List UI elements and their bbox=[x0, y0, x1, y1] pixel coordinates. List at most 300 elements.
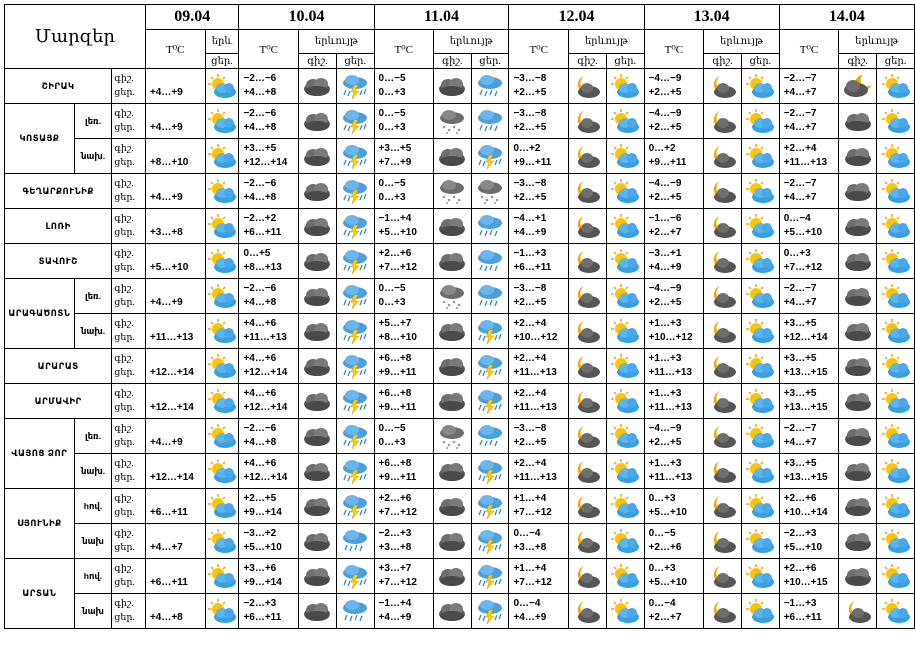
weather-icon-cell bbox=[569, 559, 607, 594]
thunderstorm-icon bbox=[337, 73, 374, 99]
night-temp: −1…+4 bbox=[378, 598, 412, 609]
night-temp: 0…−5 bbox=[648, 528, 676, 539]
temperature-cell bbox=[145, 454, 205, 489]
cloud-icon bbox=[839, 458, 876, 484]
night-temp: −1…+3 bbox=[513, 248, 547, 259]
night-temp: +3…+5 bbox=[783, 388, 817, 399]
day-label: ցեր. bbox=[114, 473, 135, 483]
weather-icon-cell bbox=[704, 104, 742, 139]
sun-cloud-icon bbox=[742, 493, 779, 519]
sun-cloud-icon bbox=[206, 283, 239, 309]
temperature-cell bbox=[779, 69, 839, 104]
weather-icon-cell bbox=[299, 419, 337, 454]
night-temp: −4…−9 bbox=[648, 283, 682, 294]
temperature-cell bbox=[145, 104, 205, 139]
sun-cloud-icon bbox=[607, 318, 644, 344]
weather-icon-cell bbox=[205, 524, 239, 559]
sun-cloud-icon bbox=[877, 283, 914, 309]
sun-cloud-icon bbox=[742, 213, 779, 239]
temperature-cell bbox=[145, 314, 205, 349]
cloud-icon bbox=[299, 423, 336, 449]
subregion-label: նախ. bbox=[74, 314, 112, 349]
sun-cloud-icon bbox=[206, 248, 239, 274]
weather-icon-cell bbox=[336, 594, 374, 629]
day-label: ցեր. bbox=[114, 228, 135, 238]
temperature-cell bbox=[644, 314, 704, 349]
weather-icon-cell bbox=[299, 69, 337, 104]
night-temp: 0…+2 bbox=[513, 143, 541, 154]
temperature-cell bbox=[644, 279, 704, 314]
weather-icon-cell bbox=[471, 314, 509, 349]
night-label: գիշ. bbox=[114, 74, 134, 84]
weather-icon-cell bbox=[205, 104, 239, 139]
temperature-cell bbox=[644, 559, 704, 594]
cloud-icon bbox=[299, 493, 336, 519]
thunderstorm-icon bbox=[472, 388, 509, 414]
temperature-cell bbox=[239, 69, 299, 104]
day-temp: +2…+5 bbox=[648, 437, 682, 448]
cloud-icon bbox=[299, 458, 336, 484]
day-temp: +4…+7 bbox=[783, 297, 817, 308]
day-temp: 0…+3 bbox=[378, 122, 406, 133]
night-temp: 0…−5 bbox=[378, 283, 406, 294]
night-temp bbox=[150, 387, 205, 401]
sun-cloud-icon bbox=[742, 143, 779, 169]
sun-cloud-icon bbox=[206, 143, 239, 169]
day-label: ցեր. bbox=[114, 438, 135, 448]
temperature-cell bbox=[779, 419, 839, 454]
moon-cloud-icon bbox=[569, 283, 606, 309]
subregion-label: նախ. bbox=[74, 454, 112, 489]
day-temp: +4…+9 bbox=[378, 612, 412, 623]
day-temp: +4…+9 bbox=[149, 437, 183, 448]
weather-icon-cell bbox=[741, 454, 779, 489]
weather-icon-cell bbox=[606, 489, 644, 524]
sun-cloud-icon bbox=[742, 318, 779, 344]
temperature-cell bbox=[509, 139, 569, 174]
weather-icon-cell bbox=[877, 489, 915, 524]
temperature-cell bbox=[145, 594, 205, 629]
cloud-icon bbox=[299, 388, 336, 414]
night-temp: +3…+7 bbox=[378, 563, 412, 574]
cloud-icon bbox=[299, 353, 336, 379]
day-temp: +2…+7 bbox=[648, 227, 682, 238]
cloud-icon bbox=[434, 143, 471, 169]
temperature-cell bbox=[374, 594, 433, 629]
night-temp bbox=[150, 72, 205, 86]
day-temp: +11…+13 bbox=[513, 367, 557, 378]
moon-cloud-icon bbox=[704, 318, 741, 344]
day-temp: +3…+8 bbox=[149, 227, 183, 238]
night-temp: +1…+4 bbox=[513, 563, 547, 574]
sun-cloud-icon bbox=[877, 73, 914, 99]
moon-cloud-icon bbox=[704, 563, 741, 589]
temperature-cell bbox=[374, 524, 433, 559]
date-header-12.04: 12.04 bbox=[509, 5, 644, 30]
weather-icon-cell bbox=[877, 524, 915, 559]
region-row bbox=[5, 524, 915, 559]
night-label: գիշ. bbox=[114, 494, 134, 504]
moon-cloud-icon bbox=[569, 248, 606, 274]
temperature-cell bbox=[145, 384, 205, 419]
night-temp bbox=[150, 142, 205, 156]
sun-cloud-icon bbox=[877, 213, 914, 239]
cloud-icon bbox=[434, 73, 471, 99]
day-temp: +12…+14 bbox=[783, 332, 828, 343]
night-temp: −3…+2 bbox=[243, 528, 277, 539]
cloud-icon bbox=[839, 388, 876, 414]
night-day-label bbox=[112, 559, 146, 594]
temperature-cell bbox=[779, 314, 839, 349]
cloud-icon bbox=[299, 283, 336, 309]
temperature-cell bbox=[239, 489, 299, 524]
sun-cloud-icon bbox=[742, 178, 779, 204]
cloud-icon bbox=[434, 458, 471, 484]
sun-cloud-icon bbox=[742, 563, 779, 589]
sun-cloud-icon bbox=[607, 143, 644, 169]
night-temp: 0…+3 bbox=[648, 563, 676, 574]
day-temp: +10…+12 bbox=[513, 332, 558, 343]
weather-icon-cell bbox=[877, 279, 915, 314]
weather-icon-cell bbox=[336, 314, 374, 349]
weather-icon-cell bbox=[299, 559, 337, 594]
night-day-label bbox=[112, 314, 146, 349]
temperature-cell bbox=[145, 69, 205, 104]
day-label: ցեր. bbox=[114, 613, 135, 623]
night-temp: +3…+5 bbox=[783, 318, 817, 329]
day-temp: +7…+9 bbox=[378, 157, 412, 168]
weather-icon-cell bbox=[433, 594, 471, 629]
weather-icon-cell bbox=[839, 174, 877, 209]
thunderstorm-icon bbox=[337, 283, 374, 309]
rain-icon bbox=[472, 248, 509, 274]
weather-icon-cell bbox=[606, 349, 644, 384]
moon-cloud-icon bbox=[569, 73, 606, 99]
region-name: ԼՈՌԻ bbox=[5, 209, 112, 244]
night-temp bbox=[150, 597, 205, 611]
weather-icon-cell bbox=[569, 594, 607, 629]
weather-icon-cell bbox=[471, 139, 509, 174]
temperature-cell bbox=[779, 139, 839, 174]
weather-icon-cell bbox=[336, 559, 374, 594]
day-temp: +2…+5 bbox=[648, 87, 682, 98]
night-temp bbox=[150, 107, 205, 121]
night-temp: +1…+3 bbox=[648, 388, 682, 399]
weather-icon-cell bbox=[606, 314, 644, 349]
weather-icon-cell bbox=[606, 279, 644, 314]
sun-cloud-icon bbox=[607, 353, 644, 379]
forecast-table-wrapper bbox=[4, 4, 915, 629]
cloud-icon bbox=[839, 213, 876, 239]
day-temp: +9…+11 bbox=[648, 157, 687, 168]
weather-icon-cell bbox=[606, 559, 644, 594]
day-temp: +2…+5 bbox=[513, 122, 547, 133]
temperature-cell bbox=[239, 524, 299, 559]
sun-cloud-icon bbox=[607, 423, 644, 449]
sun-cloud-icon bbox=[206, 318, 239, 344]
moon-cloud-icon bbox=[569, 458, 606, 484]
weather-icon-cell bbox=[839, 419, 877, 454]
night-temp: 0…−4 bbox=[513, 598, 541, 609]
temperature-cell bbox=[374, 454, 433, 489]
day-temp: +10…+14 bbox=[783, 507, 828, 518]
day-temp: +2…+5 bbox=[513, 437, 547, 448]
thunderstorm-icon bbox=[337, 248, 374, 274]
weather-icon-cell bbox=[569, 489, 607, 524]
weather-icon-cell bbox=[433, 489, 471, 524]
temperature-cell bbox=[779, 244, 839, 279]
day-temp: +5…+10 bbox=[783, 227, 823, 238]
rain-icon bbox=[472, 283, 509, 309]
day-temp: +4…+9 bbox=[513, 612, 547, 623]
subregion-label: նախ bbox=[74, 524, 112, 559]
cloud-icon bbox=[434, 213, 471, 239]
temperature-cell bbox=[644, 209, 704, 244]
sun-cloud-icon bbox=[877, 318, 914, 344]
weather-icon-cell bbox=[839, 524, 877, 559]
moon-cloud-icon bbox=[704, 73, 741, 99]
day-temp: +2…+5 bbox=[513, 87, 547, 98]
night-temp: 0…−5 bbox=[378, 178, 406, 189]
sun-cloud-icon bbox=[206, 73, 239, 99]
temperature-cell bbox=[145, 174, 205, 209]
weather-icon-cell bbox=[299, 349, 337, 384]
region-row bbox=[5, 559, 915, 594]
temperature-cell bbox=[239, 314, 299, 349]
night-temp: +3…+5 bbox=[243, 143, 277, 154]
weather-icon-cell bbox=[704, 314, 742, 349]
night-day-label bbox=[112, 139, 146, 174]
weather-icon-cell bbox=[704, 244, 742, 279]
day-temp: +4…+7 bbox=[149, 542, 183, 553]
night-temp: 0…+5 bbox=[243, 248, 271, 259]
moon-cloud-icon bbox=[704, 388, 741, 414]
night-label: գիշ. bbox=[114, 424, 134, 434]
sun-cloud-icon bbox=[607, 528, 644, 554]
weather-icon-cell bbox=[471, 244, 509, 279]
thunderstorm-icon bbox=[472, 318, 509, 344]
day-temp: +8…+13 bbox=[243, 262, 282, 273]
region-name: ԱՐՄԱՎԻՐ bbox=[5, 384, 112, 419]
weather-icon-cell bbox=[704, 279, 742, 314]
day-label: ցեր. bbox=[114, 368, 135, 378]
snow-cloud-icon bbox=[434, 423, 471, 449]
day-temp: +7…+12 bbox=[783, 262, 823, 273]
night-temp bbox=[150, 352, 205, 366]
weather-icon-cell bbox=[839, 559, 877, 594]
night-label: գիշ. bbox=[114, 529, 134, 539]
temperature-cell bbox=[779, 174, 839, 209]
weather-icon-cell bbox=[569, 314, 607, 349]
sun-cloud-icon bbox=[742, 73, 779, 99]
weather-icon-cell bbox=[205, 559, 239, 594]
cloud-icon bbox=[434, 388, 471, 414]
weather-icon-cell bbox=[839, 69, 877, 104]
night-temp: +2…+4 bbox=[513, 353, 547, 364]
day-temp: +4…+9 bbox=[648, 262, 682, 273]
temperature-cell bbox=[779, 104, 839, 139]
weather-icon-cell bbox=[205, 489, 239, 524]
day-label: ցեր. bbox=[114, 263, 135, 273]
night-label: գիշ. bbox=[114, 214, 134, 224]
sun-cloud-icon bbox=[206, 458, 239, 484]
sun-cloud-icon bbox=[877, 423, 914, 449]
day-temp: +8…+10 bbox=[149, 157, 189, 168]
weather-icon-cell bbox=[471, 279, 509, 314]
temperature-cell bbox=[145, 209, 205, 244]
moon-cloud-icon bbox=[839, 73, 876, 99]
day-temp: +4…+7 bbox=[783, 192, 817, 203]
weather-icon-cell bbox=[606, 384, 644, 419]
night-col-header: գիշ. bbox=[299, 54, 337, 69]
sun-cloud-icon bbox=[206, 388, 239, 414]
moon-cloud-icon bbox=[569, 493, 606, 519]
moon-cloud-icon bbox=[704, 493, 741, 519]
day-temp: 0…+3 bbox=[378, 192, 406, 203]
weather-icon-cell bbox=[839, 314, 877, 349]
weather-icon-cell bbox=[336, 454, 374, 489]
weather-icon-cell bbox=[877, 69, 915, 104]
temperature-cell bbox=[509, 69, 569, 104]
sun-cloud-icon bbox=[742, 108, 779, 134]
weather-icon-cell bbox=[704, 524, 742, 559]
night-day-label bbox=[112, 69, 146, 104]
thunderstorm-icon bbox=[472, 528, 509, 554]
weather-icon-cell bbox=[606, 419, 644, 454]
temperature-cell bbox=[509, 349, 569, 384]
temperature-cell bbox=[509, 314, 569, 349]
cloud-icon bbox=[434, 318, 471, 344]
day-temp: +9…+11 bbox=[513, 157, 552, 168]
night-label: գիշ. bbox=[114, 599, 134, 609]
weather-icon-cell bbox=[704, 594, 742, 629]
night-temp: +3…+5 bbox=[783, 458, 817, 469]
night-temp: −1…−6 bbox=[648, 213, 682, 224]
weather-icon-cell bbox=[336, 174, 374, 209]
temperature-cell bbox=[374, 314, 433, 349]
weather-icon-cell bbox=[336, 209, 374, 244]
weather-icon-cell bbox=[569, 139, 607, 174]
night-temp: +2…+4 bbox=[513, 318, 547, 329]
sun-cloud-icon bbox=[742, 248, 779, 274]
cloud-icon bbox=[299, 213, 336, 239]
night-temp: +2…+6 bbox=[378, 248, 412, 259]
weather-icon-cell bbox=[205, 594, 239, 629]
weather-icon-cell bbox=[741, 524, 779, 559]
sun-cloud-icon bbox=[607, 388, 644, 414]
temperature-cell bbox=[779, 524, 839, 559]
weather-icon-cell bbox=[877, 594, 915, 629]
night-temp: +2…+6 bbox=[378, 493, 412, 504]
region-name: ԱՐԱՐԱՏ bbox=[5, 349, 112, 384]
weather-icon-cell bbox=[877, 384, 915, 419]
night-label: գիշ. bbox=[114, 109, 134, 119]
moon-cloud-icon bbox=[839, 598, 876, 624]
weather-col-header: երևույթ bbox=[433, 30, 509, 54]
sun-cloud-icon bbox=[742, 598, 779, 624]
weather-icon-cell bbox=[433, 104, 471, 139]
date-header-09.04: 09.04 bbox=[145, 5, 239, 30]
sun-cloud-icon bbox=[742, 423, 779, 449]
temperature-cell bbox=[239, 559, 299, 594]
night-temp: +2…+4 bbox=[783, 143, 817, 154]
weather-icon-cell bbox=[569, 209, 607, 244]
cloud-icon bbox=[299, 248, 336, 274]
weather-icon-cell bbox=[877, 174, 915, 209]
day-temp: +10…+15 bbox=[783, 577, 828, 588]
night-temp: −2…−7 bbox=[783, 73, 817, 84]
weather-icon-cell bbox=[839, 489, 877, 524]
temperature-cell bbox=[509, 384, 569, 419]
day-temp: +11…+13 bbox=[648, 367, 692, 378]
weather-icon-cell bbox=[741, 314, 779, 349]
sun-cloud-icon bbox=[607, 108, 644, 134]
thunderstorm-icon bbox=[472, 353, 509, 379]
sun-cloud-icon bbox=[206, 353, 239, 379]
cloud-icon bbox=[434, 528, 471, 554]
date-header-14.04: 14.04 bbox=[779, 5, 914, 30]
temperature-cell bbox=[644, 524, 704, 559]
day-temp: +7…+12 bbox=[513, 577, 552, 588]
temperature-cell bbox=[779, 594, 839, 629]
weather-icon-cell bbox=[433, 559, 471, 594]
sun-cloud-icon bbox=[607, 493, 644, 519]
weather-icon-cell bbox=[839, 209, 877, 244]
temperature-cell bbox=[644, 244, 704, 279]
weather-icon-cell bbox=[433, 69, 471, 104]
night-temp: +4…+6 bbox=[243, 388, 277, 399]
sun-cloud-icon bbox=[877, 388, 914, 414]
night-col-header: գիշ. bbox=[569, 54, 607, 69]
night-temp: −1…+4 bbox=[378, 213, 412, 224]
night-temp: 0…−5 bbox=[378, 108, 406, 119]
weather-icon-cell bbox=[606, 174, 644, 209]
temperature-cell bbox=[145, 244, 205, 279]
sun-cloud-icon bbox=[742, 388, 779, 414]
weather-icon-cell bbox=[606, 69, 644, 104]
weather-icon-cell bbox=[704, 69, 742, 104]
night-col-header: գիշ. bbox=[704, 54, 742, 69]
day-temp: 0…+3 bbox=[378, 437, 406, 448]
temp-col-header: T⁰C bbox=[145, 30, 205, 69]
weather-icon-cell bbox=[704, 454, 742, 489]
thunderstorm-icon bbox=[337, 178, 374, 204]
night-temp: −1…+3 bbox=[783, 598, 817, 609]
temperature-cell bbox=[374, 69, 433, 104]
day-temp: +7…+12 bbox=[378, 577, 417, 588]
region-row bbox=[5, 209, 915, 244]
temperature-cell bbox=[239, 384, 299, 419]
weather-icon-cell bbox=[877, 419, 915, 454]
cloud-icon bbox=[839, 318, 876, 344]
weather-icon-cell bbox=[433, 279, 471, 314]
night-temp: −2…+2 bbox=[243, 213, 277, 224]
weather-col-header: երևույթ bbox=[569, 30, 645, 54]
temperature-cell bbox=[239, 594, 299, 629]
region-row bbox=[5, 104, 915, 139]
thunderstorm-icon bbox=[337, 423, 374, 449]
weather-icon-cell bbox=[606, 209, 644, 244]
weather-icon-cell bbox=[839, 594, 877, 629]
thunderstorm-icon bbox=[472, 458, 509, 484]
weather-icon-cell bbox=[569, 349, 607, 384]
night-temp: −2…−6 bbox=[243, 283, 277, 294]
night-temp: −2…−6 bbox=[243, 73, 277, 84]
temperature-cell bbox=[374, 209, 433, 244]
weather-icon-cell bbox=[471, 209, 509, 244]
day-temp: +12…+14 bbox=[243, 157, 288, 168]
temperature-cell bbox=[509, 244, 569, 279]
